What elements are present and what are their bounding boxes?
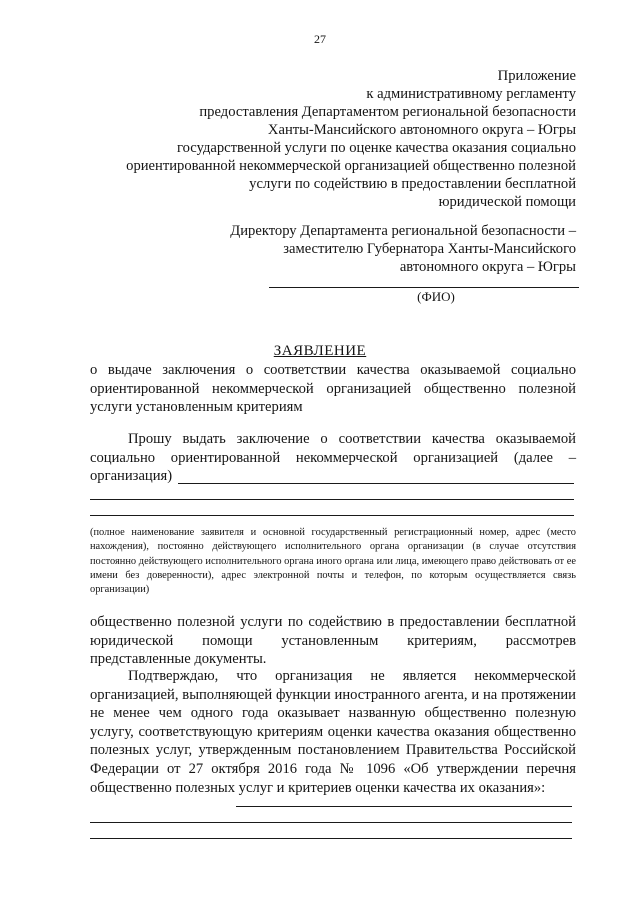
criteria-field-line[interactable] xyxy=(236,806,572,807)
addressee-line: Директору Департамента региональной безопасности – xyxy=(230,223,576,239)
addressee-line: автономного округа – Югры xyxy=(399,259,576,275)
statement-subtitle: о выдаче заключения о соответствии качества оказываемой социально ориентированной некоммерческой организацией общественно полезной услуги установленным критериям xyxy=(90,362,576,416)
statement-title-wrap xyxy=(0,343,640,360)
appendix-line: государственной услуги по оценке качества оказания социально xyxy=(177,140,576,156)
appendix-line: Приложение xyxy=(497,68,576,84)
organization-field-line-2[interactable] xyxy=(90,499,574,500)
addressee-line: заместителю Губернатора Ханты-Мансийского xyxy=(283,241,576,257)
criteria-field-line-3[interactable] xyxy=(90,838,572,839)
appendix-line: ориентированной некоммерческой организацией общественно полезной xyxy=(126,158,576,174)
appendix-line: предоставления Департаментом региональной безопасности xyxy=(199,104,576,120)
fio-label: (ФИО) xyxy=(417,289,455,304)
organization-field-line-3[interactable] xyxy=(90,515,574,516)
organization-field-line[interactable] xyxy=(178,483,574,484)
appendix-line: услуги по содействию в предоставлении бесплатной xyxy=(249,176,576,192)
appendix-line: к административному регламенту xyxy=(366,86,576,102)
fio-field-line[interactable] xyxy=(269,287,579,288)
continuation-paragraph: общественно полезной услуги по содействию в предоставлении бесплатной юридической помощи установленным критериям, рассмотрев представленные документы. xyxy=(90,614,576,668)
statement-title: ЗАЯВЛЕНИЕ xyxy=(273,343,367,359)
confirmation-paragraph: Подтверждаю, что организация не является некоммерческой организацией, выполняющей функции иностранного агента, и на протяжении не менее чем одного года оказывает названную общественно полезную услугу, соответствующую критериям оценки качества оказания общественно полезных услуг, утвержденным постановлением Правительства Российской Федерации от 27 октября 2016 года № 1096 «Об утверждении перечня общественно полезных услуг и критериев оценки качества их оказания»: xyxy=(90,668,576,796)
criteria-field-line-2[interactable] xyxy=(90,822,572,823)
page-number: 27 xyxy=(314,32,326,46)
request-paragraph: Прошу выдать заключение о соответствии качества оказываемой социально ориентированной некоммерческой организацией (далее – организация) xyxy=(90,431,576,485)
appendix-line: Ханты-Мансийского автономного округа – Югры xyxy=(267,122,576,138)
field-hint: (полное наименование заявителя и основной государственный регистрационный номер, адрес (место нахождения), постоянно действующего исполнительного органа организации (в случае отсутствия постоянно действующего исполнительного органа иного органа или лица, имеющего право действовать от ее имени без доверенности), адрес электронной почты и телефон, по которым осуществляется связь организации) xyxy=(90,527,576,596)
appendix-line: юридической помощи xyxy=(438,194,576,210)
